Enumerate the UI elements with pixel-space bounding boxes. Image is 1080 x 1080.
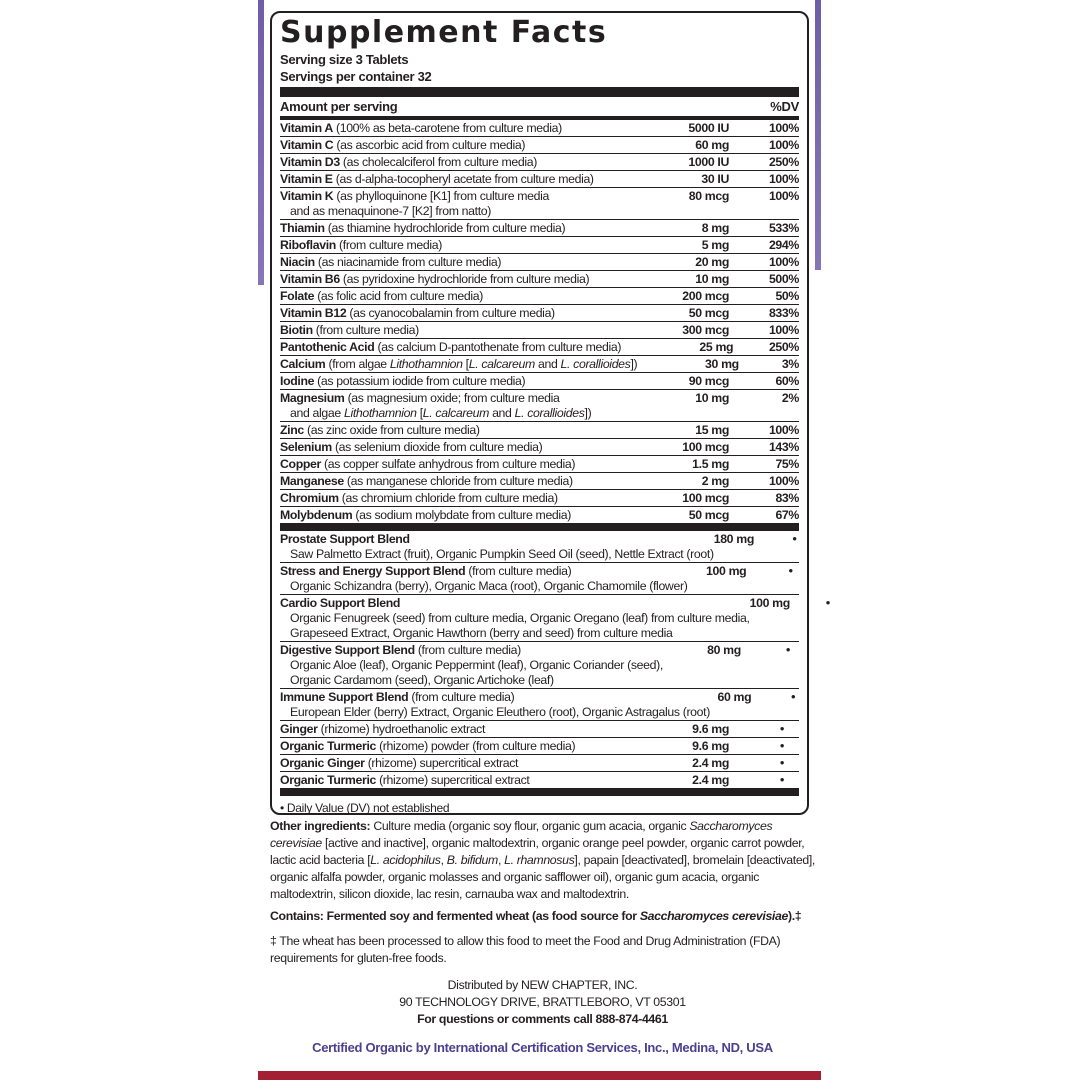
- nutrient-name: Selenium (as selenium dioxide from culture media): [280, 440, 543, 454]
- nutrient-amount: 20 mg: [695, 255, 729, 269]
- nutrient-name: Iodine (as potassium iodide from culture media): [280, 374, 526, 388]
- nutrient-name: Vitamin K (as phylloquinone [K1] from culture media and as menaquinone-7 [K2] from natto): [280, 189, 549, 218]
- nutrient-name: Vitamin A (100% as beta-carotene from culture media): [280, 121, 562, 135]
- wheat-note: ‡ The wheat has been processed to allow this food to meet the Food and Drug Administration (FDA) requirements for gluten-free foods.: [270, 934, 781, 965]
- other-ingredients-paragraph: [270, 818, 815, 903]
- nutrient-name: Vitamin B12 (as cyanocobalamin from culture media): [280, 306, 555, 320]
- nutrient-amount: 5000 IU: [688, 121, 729, 135]
- blend-row: [280, 772, 799, 788]
- nutrient-dv: 83%: [775, 491, 799, 505]
- nutrient-name: Calcium (from algae Lithothamnion [L. calcareum and L. corallioides]): [280, 357, 638, 371]
- thick-divider: [280, 87, 799, 97]
- supplement-label-panel: [258, 0, 830, 1080]
- nutrient-dv: 533%: [768, 221, 799, 235]
- nutrient-amount: 1.5 mg: [692, 457, 729, 471]
- blend-name: Prostate Support Blend Saw Palmetto Extract (fruit), Organic Pumpkin Seed Oil (seed), Nettle Extract (root): [280, 532, 714, 561]
- blend-dv: •: [780, 773, 784, 787]
- nutrient-dv: 2%: [781, 391, 799, 405]
- blend-amount: 2.4 mg: [692, 756, 729, 770]
- nutrient-name: Chromium (as chromium chloride from culture media): [280, 491, 558, 505]
- nutrient-amount: 200 mcg: [682, 289, 729, 303]
- blend-row: [280, 595, 830, 642]
- blend-row: [280, 755, 799, 772]
- nutrient-dv: 50%: [775, 289, 799, 303]
- nutrient-row: [280, 137, 799, 154]
- other-ingredients-label: Other ingredients:: [270, 819, 371, 833]
- nutrient-amount: 30 IU: [701, 172, 729, 186]
- distributor-line-2: 90 TECHNOLOGY DRIVE, BRATTLEBORO, VT 05301: [399, 995, 686, 1009]
- facts-title: Supplement Facts: [280, 15, 608, 50]
- nutrient-row: [280, 390, 799, 422]
- nutrient-amount: 10 mg: [695, 272, 729, 286]
- blend-name: Stress and Energy Support Blend (from culture media) Organic Schizandra (berry), Organic Maca (root), Organic Chamomile (flower): [280, 564, 688, 593]
- nutrient-name: Zinc (as zinc oxide from culture media): [280, 423, 480, 437]
- contains-text: Contains: Fermented soy and fermented wheat (as food source for Saccharomyces cerevisiae).‡: [270, 909, 802, 923]
- nutrient-name: Manganese (as manganese chloride from culture media): [280, 474, 573, 488]
- nutrient-row: [280, 422, 799, 439]
- nutrient-row: [280, 339, 799, 356]
- nutrient-dv: 500%: [768, 272, 799, 286]
- nutrient-dv: 250%: [768, 155, 799, 169]
- nutrient-amount: 5 mg: [701, 238, 729, 252]
- nutrient-dv: 75%: [775, 457, 799, 471]
- nutrient-row: [280, 305, 799, 322]
- nutrient-row: [280, 373, 799, 390]
- contains-statement: [270, 908, 815, 925]
- nutrient-row: [280, 322, 799, 339]
- nutrient-amount: 300 mcg: [682, 323, 729, 337]
- nutrient-name: Thiamin (as thiamine hydrochloride from culture media): [280, 221, 566, 235]
- distributor-block: [270, 977, 815, 1028]
- nutrient-amount: 90 mcg: [688, 374, 729, 388]
- servings-per-container: Servings per container 32: [280, 69, 432, 84]
- nutrient-row: [280, 288, 799, 305]
- blend-amount: 100 mg: [706, 564, 747, 578]
- blend-dv: •: [825, 596, 830, 610]
- nutrient-dv: 100%: [768, 138, 799, 152]
- distributor-line-1: Distributed by NEW CHAPTER, INC.: [447, 978, 638, 992]
- nutrient-name: Vitamin C (as ascorbic acid from culture media): [280, 138, 526, 152]
- nutrient-row: [280, 507, 799, 523]
- nutrient-row: [280, 188, 799, 220]
- nutrient-dv: 100%: [768, 474, 799, 488]
- nutrient-row: [280, 490, 799, 507]
- distributor-line-3: For questions or comments call 888-874-4461: [417, 1012, 668, 1026]
- blend-row: [280, 563, 799, 595]
- blend-amount: 180 mg: [713, 532, 754, 546]
- blend-amount: 60 mg: [717, 690, 752, 704]
- nutrient-row: [280, 473, 799, 490]
- dv-footnote: • Daily Value (DV) not established: [280, 801, 450, 815]
- blend-row: [280, 531, 799, 563]
- blend-name: Cardio Support Blend Organic Fenugreek (seed) from culture media, Organic Oregano (leaf) from culture media, Grapeseed Extract, Organic Hawthorn (berry and seed) from culture media: [280, 596, 750, 640]
- blend-amount: 2.4 mg: [692, 773, 729, 787]
- nutrient-list: [280, 120, 799, 523]
- nutrient-amount: 10 mg: [695, 391, 729, 405]
- nutrient-row: [280, 220, 799, 237]
- nutrient-row: [280, 456, 799, 473]
- nutrient-dv: 833%: [768, 306, 799, 320]
- blend-dv: •: [785, 643, 790, 657]
- amount-header-row: [280, 97, 799, 116]
- nutrient-amount: 2 mg: [701, 474, 729, 488]
- blend-list: [280, 531, 830, 788]
- nutrient-dv: 100%: [768, 121, 799, 135]
- nutrient-row: [280, 271, 799, 288]
- blend-row: [280, 642, 799, 689]
- nutrient-dv: 294%: [768, 238, 799, 252]
- blend-row: [280, 689, 799, 721]
- nutrient-name: Molybdenum (as sodium molybdate from culture media): [280, 508, 572, 522]
- blend-name: Ginger (rhizome) hydroethanolic extract: [280, 722, 486, 736]
- blend-name: Organic Ginger (rhizome) supercritical extract: [280, 756, 519, 770]
- nutrient-amount: 50 mcg: [688, 508, 729, 522]
- nutrient-amount: 25 mg: [699, 340, 734, 354]
- nutrient-name: Biotin (from culture media): [280, 323, 419, 337]
- nutrient-dv: 3%: [781, 357, 799, 371]
- nutrient-name: Magnesium (as magnesium oxide; from culture media and algae Lithothamnion [L. calcareum and L. corallioides]): [280, 391, 592, 420]
- blend-dv: •: [780, 722, 784, 736]
- supplement-facts-box: [270, 11, 830, 815]
- nutrient-dv: 100%: [768, 423, 799, 437]
- footnote-divider: [280, 788, 799, 796]
- nutrient-name: Niacin (as niacinamide from culture media): [280, 255, 502, 269]
- blend-name: Organic Turmeric (rhizome) powder (from culture media): [280, 739, 576, 753]
- nutrient-row: [280, 237, 799, 254]
- serving-size: Serving size 3 Tablets: [280, 52, 409, 67]
- nutrient-name: Folate (as folic acid from culture media): [280, 289, 483, 303]
- blend-dv: •: [791, 690, 796, 704]
- nutrient-dv: 250%: [768, 340, 799, 354]
- nutrient-amount: 1000 IU: [688, 155, 729, 169]
- nutrient-amount: 8 mg: [701, 221, 729, 235]
- nutrient-dv: 60%: [775, 374, 799, 388]
- nutrient-dv: 100%: [768, 323, 799, 337]
- nutrient-dv: 143%: [768, 440, 799, 454]
- nutrient-name: Copper (as copper sulfate anhydrous from culture media): [280, 457, 576, 471]
- nutrient-name: Riboflavin (from culture media): [280, 238, 443, 252]
- blend-dv: •: [780, 756, 784, 770]
- nutrient-name: Vitamin E (as d-alpha-tocopheryl acetate from culture media): [280, 172, 594, 186]
- blend-amount: 9.6 mg: [692, 739, 729, 753]
- blend-dv: •: [780, 739, 784, 753]
- blend-amount: 80 mg: [707, 643, 741, 657]
- blend-divider: [280, 523, 799, 531]
- blend-dv: •: [788, 564, 793, 578]
- nutrient-row: [280, 120, 799, 137]
- dv-column-label: %DV: [770, 99, 799, 114]
- nutrient-amount: 100 mcg: [682, 440, 729, 454]
- blend-name: Organic Turmeric (rhizome) supercritical extract: [280, 773, 530, 787]
- nutrient-row: [280, 254, 799, 271]
- nutrient-amount: 30 mg: [705, 357, 739, 371]
- nutrient-name: Pantothenic Acid (as calcium D-pantothenate from culture media): [280, 340, 622, 354]
- nutrient-amount: 60 mg: [695, 138, 729, 152]
- nutrient-name: Vitamin D3 (as cholecalciferol from culture media): [280, 155, 538, 169]
- blend-row: [280, 721, 799, 738]
- organic-certification: Certified Organic by International Certification Services, Inc., Medina, ND, USA: [312, 1040, 773, 1055]
- nutrient-dv: 100%: [768, 189, 799, 203]
- purple-side-band-right: [815, 0, 821, 270]
- nutrient-dv: 100%: [768, 255, 799, 269]
- blend-name: Immune Support Blend (from culture media) European Elder (berry) Extract, Organic Eleuthero (root), Organic Astragalus (root): [280, 690, 710, 719]
- blend-amount: 9.6 mg: [692, 722, 729, 736]
- nutrient-dv: 100%: [768, 172, 799, 186]
- bottom-color-band: [258, 1071, 821, 1080]
- nutrient-amount: 50 mcg: [688, 306, 729, 320]
- nutrient-row: [280, 356, 799, 373]
- nutrient-row: [280, 154, 799, 171]
- nutrient-dv: 67%: [775, 508, 799, 522]
- purple-side-band-left: [258, 0, 264, 285]
- blend-amount: 100 mg: [749, 596, 790, 610]
- blend-name: Digestive Support Blend (from culture media) Organic Aloe (leaf), Organic Peppermint (leaf), Organic Coriander (seed), Organic Cardamom (seed), Organic Artichoke (leaf): [280, 643, 663, 687]
- nutrient-amount: 80 mcg: [688, 189, 729, 203]
- blend-row: [280, 738, 799, 755]
- nutrient-amount: 15 mg: [695, 423, 729, 437]
- amount-per-serving-label: Amount per serving: [280, 99, 398, 114]
- nutrient-amount: 100 mcg: [682, 491, 729, 505]
- other-ingredients-text: Culture media (organic soy flour, organic gum acacia, organic Saccharomyces cerevisiae [active and inactive], organic maltodextrin, organic orange peel powder, organic carrot powder, lactic acid bacteria [L. acidophilus, B. bifidum, L. rhamnosus], papain [deactivated], bromelain [deactivated], organic alfalfa powder, organic molasses and organic safflower oil), organic gum acacia, organic maltodextrin, silicon dioxide, lac resin, carnauba wax and maltodextrin.: [270, 819, 815, 901]
- nutrient-row: [280, 171, 799, 188]
- nutrient-name: Vitamin B6 (as pyridoxine hydrochloride from culture media): [280, 272, 590, 286]
- blend-dv: •: [792, 532, 797, 546]
- nutrient-row: [280, 439, 799, 456]
